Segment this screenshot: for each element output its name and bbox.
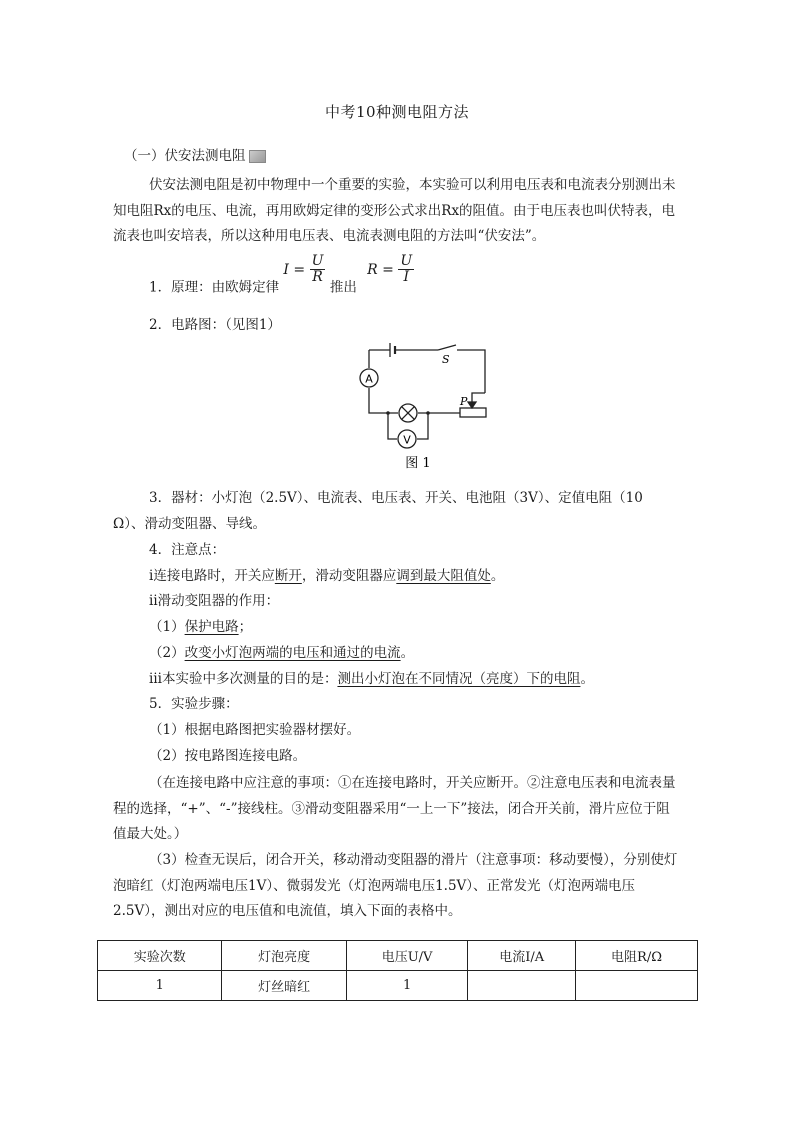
table-header-row — [98, 941, 698, 971]
formula-resistance — [367, 253, 414, 285]
formula-ohm-lhs: I = — [283, 261, 306, 278]
table-header-cell: 电压U/V — [346, 941, 467, 971]
voltmeter-label: V — [403, 433, 411, 447]
note-i-pre: ⅰ连接电路时，开关应 — [149, 568, 275, 584]
note-i-underline-1: 断开 — [274, 568, 302, 584]
note-ii-2-underline: 改变小灯泡两端的电压和通过的电流 — [184, 645, 401, 661]
note-i-post: 。 — [490, 568, 505, 584]
formula-resistance-denominator: I — [403, 269, 409, 285]
principle-line — [149, 253, 414, 296]
image-icon — [249, 150, 266, 163]
equipment-line-2: Ω）、滑动变阻器、导线。 — [113, 516, 266, 532]
note-i — [149, 566, 504, 586]
section-heading-text: （一）伏安法测电阻 — [124, 148, 246, 164]
note-ii-2-post: 。 — [400, 645, 415, 661]
note-iii — [149, 669, 594, 689]
table-header-cell: 电流I/A — [468, 941, 576, 971]
measurement-table — [97, 940, 698, 1001]
section-heading — [124, 146, 266, 166]
note-i-mid: ，滑动变阻器应 — [301, 568, 397, 584]
principle-mid: 推出 — [329, 279, 357, 296]
ammeter-label: A — [365, 372, 373, 386]
table-cell: 1 — [98, 971, 222, 1001]
figure-caption: 图 1 — [405, 456, 431, 471]
switch-blade — [438, 345, 456, 350]
formula-ohm-numerator: U — [311, 253, 324, 269]
rheostat-icon — [460, 408, 486, 417]
step-1: （1）根据电路图把实验器材摆好。 — [149, 722, 361, 738]
note-ii-2 — [149, 643, 414, 663]
table-cell: 灯丝暗红 — [222, 971, 346, 1001]
equipment-line-1: 3．器材：小灯泡（2.5V）、电流表、电压表、开关、电池阻（3V）、定值电阻（10 — [149, 490, 643, 506]
note-iii-pre: ⅲ本实验中多次测量的目的是： — [149, 671, 338, 687]
slider-arrow — [468, 402, 476, 408]
circuit-label: 2．电路图：（见图1） — [149, 317, 281, 333]
note-ii-1-underline: 保护电路 — [184, 619, 239, 635]
table-cell — [576, 971, 698, 1001]
formula-ohm-fraction — [310, 254, 326, 285]
switch-label: S — [442, 353, 450, 366]
table-cell — [468, 971, 576, 1001]
table-header-cell: 电阻R/Ω — [576, 941, 698, 971]
formula-ohm-denominator: R — [312, 269, 323, 285]
intro-paragraph: 伏安法测电阻是初中物理中一个重要的实验，本实验可以利用电压表和电流表分别测出未知电阻Rx的电压、电流，再用欧姆定律的变形公式求出Rx的阻值。由于电压表也叫伏特表，电流表也叫安培表，所以这种用电压表、电流表测电阻的方法叫“伏安法”。 — [113, 177, 676, 244]
note-i-underline-2: 调到最大阻值处 — [396, 568, 491, 584]
circuit-diagram — [350, 336, 500, 472]
note-iii-post: 。 — [580, 671, 594, 687]
note-ii-1 — [149, 617, 252, 637]
note-iii-underline: 测出小灯泡在不同情况（亮度）下的电阻 — [337, 671, 581, 687]
note-ii-1-post: ； — [238, 619, 253, 635]
table-header-cell: 灯泡亮度 — [222, 941, 346, 971]
step-2: （2）按电路图连接电路。 — [149, 748, 307, 764]
table-cell: 1 — [346, 971, 467, 1001]
note-ii: ⅱ滑动变阻器的作用： — [149, 593, 280, 609]
steps-heading: 5．实验步骤： — [149, 696, 239, 712]
notes-heading: 4．注意点： — [149, 542, 226, 558]
formula-ohm — [283, 253, 329, 285]
step-3: （3）检查无误后，闭合开关，移动滑动变阻器的滑片（注意事项：移动要慢），分别使灯泡暗红（灯泡两端电压1V）、微弱发光（灯泡两端电压1.5V）、正常发光（灯泡两端电压2.5V），测出对应的电压值和电流值，填入下面的表格中。 — [113, 852, 678, 919]
table-header-cell: 实验次数 — [98, 941, 222, 971]
step-note: （在连接电路中应注意的事项：①在连接电路时，开关应断开。②注意电压表和电流表量程的选择，“+”、“-”接线柱。③滑动变阻器采用“一上一下”接法，闭合开关前，滑片应位于阻值最大处。） — [113, 775, 676, 842]
formula-resistance-lhs: R = — [367, 261, 394, 278]
table-row — [98, 971, 698, 1001]
principle-prefix: 1．原理：由欧姆定律 — [149, 279, 280, 296]
page-title: 中考10种测电阻方法 — [324, 103, 470, 121]
slider-label: P — [460, 395, 468, 408]
formula-resistance-numerator: U — [400, 253, 413, 269]
formula-resistance-fraction — [398, 254, 414, 285]
note-ii-1-pre: （1） — [149, 619, 185, 635]
note-ii-2-pre: （2） — [149, 645, 185, 661]
